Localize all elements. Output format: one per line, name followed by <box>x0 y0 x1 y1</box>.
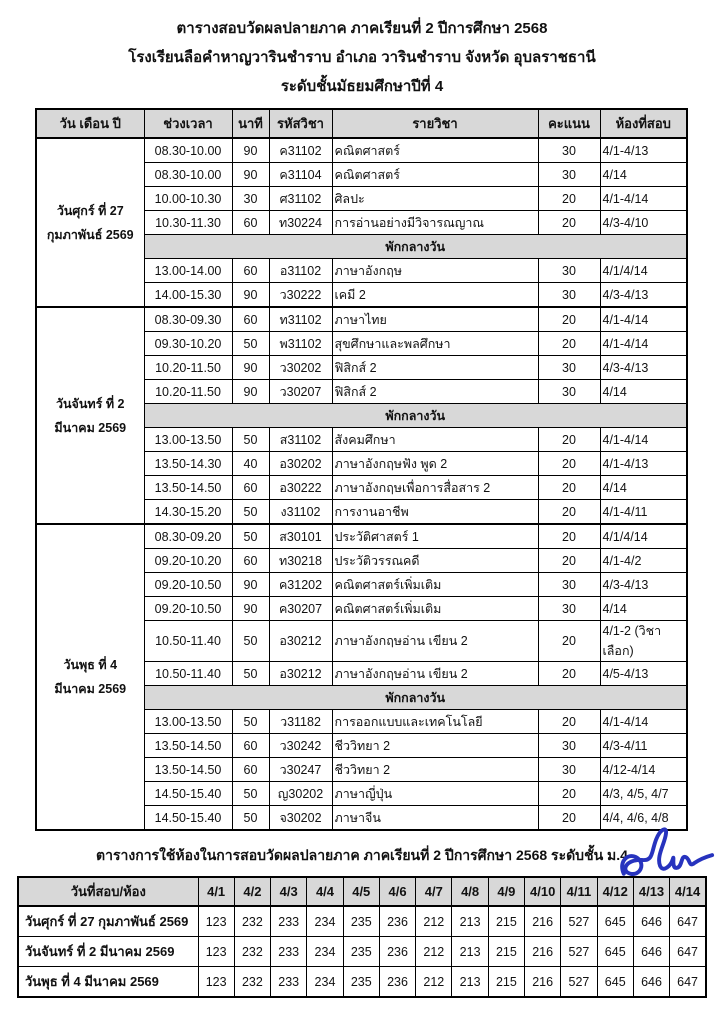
cell-subject-code: ง31102 <box>269 500 332 525</box>
room-number-cell: 213 <box>452 937 488 967</box>
room-number-cell: 645 <box>597 937 633 967</box>
cell-score: 30 <box>538 380 600 404</box>
header-minutes: นาที <box>232 109 269 138</box>
room-column-header: 4/11 <box>561 877 597 906</box>
exam-schedule-table <box>35 108 688 831</box>
room-column-header: 4/8 <box>452 877 488 906</box>
cell-exam-room: 4/1-4/14 <box>600 710 687 734</box>
cell-minutes: 50 <box>232 782 269 806</box>
cell-minutes: 60 <box>232 549 269 573</box>
cell-score: 20 <box>538 806 600 831</box>
cell-minutes: 50 <box>232 524 269 549</box>
room-column-header: 4/3 <box>271 877 307 906</box>
cell-score: 30 <box>538 597 600 621</box>
room-number-cell: 232 <box>234 967 270 998</box>
cell-score: 20 <box>538 500 600 525</box>
room-number-cell: 646 <box>633 937 669 967</box>
room-number-cell: 236 <box>379 967 415 998</box>
exam-row <box>36 138 687 163</box>
room-number-cell: 234 <box>307 967 343 998</box>
cell-time: 13.50-14.50 <box>144 734 232 758</box>
cell-minutes: 50 <box>232 621 269 662</box>
cell-exam-room: 4/14 <box>600 476 687 500</box>
cell-score: 20 <box>538 332 600 356</box>
cell-subject-code: ค31102 <box>269 138 332 163</box>
cell-subject: ภาษาอังกฤษฟัง พูด 2 <box>332 452 538 476</box>
cell-score: 30 <box>538 138 600 163</box>
header-date-room: วันที่สอบ/ห้อง <box>18 877 198 906</box>
cell-time: 14.30-15.20 <box>144 500 232 525</box>
cell-subject: คณิตศาสตร์เพิ่มเติม <box>332 573 538 597</box>
cell-minutes: 50 <box>232 662 269 686</box>
cell-score: 30 <box>538 573 600 597</box>
school-name-line: โรงเรียนลือคำหาญวารินชำราบ อำเภอ วารินชำราบ จังหวัด อุบลราชธานี <box>128 49 596 66</box>
room-number-cell: 527 <box>561 937 597 967</box>
header-exam-room: ห้องที่สอบ <box>600 109 687 138</box>
cell-exam-room: 4/3, 4/5, 4/7 <box>600 782 687 806</box>
cell-subject: สังคมศึกษา <box>332 428 538 452</box>
cell-time: 10.50-11.40 <box>144 662 232 686</box>
header-time: ช่วงเวลา <box>144 109 232 138</box>
day-cell <box>36 138 144 307</box>
document-title: ตารางสอบวัดผลปลายภาค ภาคเรียนที่ 2 ปีการศึกษา 2568 <box>176 20 548 37</box>
cell-subject-code: ว30207 <box>269 380 332 404</box>
cell-subject: ฟิสิกส์ 2 <box>332 356 538 380</box>
cell-subject-code: อ30212 <box>269 621 332 662</box>
cell-time: 08.30-10.00 <box>144 163 232 187</box>
cell-subject-code: ว31182 <box>269 710 332 734</box>
cell-subject-code: ค31104 <box>269 163 332 187</box>
room-usage-table <box>17 876 707 998</box>
cell-subject-code: ส30101 <box>269 524 332 549</box>
cell-score: 20 <box>538 549 600 573</box>
room-column-header: 4/12 <box>597 877 633 906</box>
cell-subject: ประวัติศาสตร์ 1 <box>332 524 538 549</box>
cell-time: 14.50-15.40 <box>144 806 232 831</box>
cell-time: 13.00-13.50 <box>144 710 232 734</box>
cell-exam-room: 4/1-4/11 <box>600 500 687 525</box>
room-column-header: 4/7 <box>416 877 452 906</box>
day-date-line2: มีนาคม 2569 <box>54 420 127 435</box>
cell-minutes: 60 <box>232 211 269 235</box>
room-number-cell: 645 <box>597 967 633 998</box>
room-usage-title: ตารางการใช้ห้องในการสอบวัดผลปลายภาค ภาคเรียนที่ 2 ปีการศึกษา 2568 ระดับชั้น ม.4 <box>96 847 628 863</box>
room-number-cell: 646 <box>633 906 669 937</box>
cell-subject: สุขศึกษาและพลศึกษา <box>332 332 538 356</box>
cell-score: 30 <box>538 259 600 283</box>
cell-subject: ศิลปะ <box>332 187 538 211</box>
cell-time: 13.00-14.00 <box>144 259 232 283</box>
day-date-line1: วันศุกร์ ที่ 27 <box>56 203 124 218</box>
room-number-cell: 647 <box>670 937 706 967</box>
room-column-header: 4/9 <box>488 877 524 906</box>
cell-time: 09.20-10.50 <box>144 573 232 597</box>
cell-minutes: 60 <box>232 758 269 782</box>
cell-score: 20 <box>538 621 600 662</box>
cell-subject-code: อ30212 <box>269 662 332 686</box>
cell-exam-room: 4/5-4/13 <box>600 662 687 686</box>
room-row-date: วันศุกร์ ที่ 27 กุมภาพันธ์ 2569 <box>18 906 198 937</box>
room-usage-row <box>18 967 706 998</box>
cell-subject-code: ค30207 <box>269 597 332 621</box>
cell-exam-room: 4/1-4/13 <box>600 452 687 476</box>
cell-subject-code: ส31102 <box>269 428 332 452</box>
cell-score: 30 <box>538 163 600 187</box>
cell-time: 13.50-14.50 <box>144 758 232 782</box>
cell-score: 20 <box>538 710 600 734</box>
room-number-cell: 647 <box>670 906 706 937</box>
cell-subject: การออกแบบและเทคโนโลยี <box>332 710 538 734</box>
cell-time: 09.20-10.20 <box>144 549 232 573</box>
header-date: วัน เดือน ปี <box>36 109 144 138</box>
cell-exam-room: 4/1/4/14 <box>600 259 687 283</box>
cell-exam-room: 4/1-4/14 <box>600 332 687 356</box>
cell-subject: ภาษาไทย <box>332 307 538 332</box>
cell-minutes: 30 <box>232 187 269 211</box>
room-column-header: 4/13 <box>633 877 669 906</box>
cell-time: 13.50-14.50 <box>144 476 232 500</box>
cell-subject-code: อ30222 <box>269 476 332 500</box>
header-subject: รายวิชา <box>332 109 538 138</box>
grade-level-line: ระดับชั้นมัธยมศึกษาปีที่ 4 <box>280 78 444 95</box>
day-date-line1: วันจันทร์ ที่ 2 <box>55 396 125 411</box>
room-column-header: 4/2 <box>234 877 270 906</box>
cell-subject-code: พ31102 <box>269 332 332 356</box>
cell-subject-code: จ30202 <box>269 806 332 831</box>
room-usage-row <box>18 906 706 937</box>
cell-exam-room: 4/1-2 (วิชาเลือก) <box>600 621 687 662</box>
exam-row <box>36 307 687 332</box>
room-number-cell: 527 <box>561 967 597 998</box>
cell-exam-room: 4/3-4/11 <box>600 734 687 758</box>
room-column-header: 4/5 <box>343 877 379 906</box>
cell-subject: เคมี 2 <box>332 283 538 308</box>
exam-table-body <box>36 138 687 830</box>
cell-exam-room: 4/1-4/14 <box>600 187 687 211</box>
room-number-cell: 123 <box>198 906 234 937</box>
cell-time: 13.50-14.30 <box>144 452 232 476</box>
room-number-cell: 235 <box>343 937 379 967</box>
room-number-cell: 215 <box>488 967 524 998</box>
cell-subject: ภาษาจีน <box>332 806 538 831</box>
cell-minutes: 60 <box>232 476 269 500</box>
cell-score: 20 <box>538 428 600 452</box>
room-usage-row <box>18 937 706 967</box>
cell-minutes: 50 <box>232 500 269 525</box>
room-table-body <box>18 906 706 997</box>
cell-exam-room: 4/14 <box>600 163 687 187</box>
room-number-cell: 215 <box>488 937 524 967</box>
cell-exam-room: 4/1-4/13 <box>600 138 687 163</box>
room-number-cell: 232 <box>234 906 270 937</box>
cell-subject: ประวัติวรรณคดี <box>332 549 538 573</box>
room-number-cell: 236 <box>379 937 415 967</box>
cell-subject-code: ท30218 <box>269 549 332 573</box>
cell-score: 30 <box>538 356 600 380</box>
room-number-cell: 234 <box>307 906 343 937</box>
day-date-line2: มีนาคม 2569 <box>54 682 127 696</box>
cell-minutes: 50 <box>232 332 269 356</box>
cell-time: 10.50-11.40 <box>144 621 232 662</box>
room-number-cell: 236 <box>379 906 415 937</box>
room-number-cell: 213 <box>452 906 488 937</box>
exam-row <box>36 524 687 549</box>
room-number-cell: 233 <box>271 937 307 967</box>
cell-subject: ชีววิทยา 2 <box>332 758 538 782</box>
room-column-header: 4/4 <box>307 877 343 906</box>
room-number-cell: 212 <box>416 906 452 937</box>
exam-table-header-row <box>36 109 687 138</box>
cell-subject-code: ค31202 <box>269 573 332 597</box>
cell-subject: ชีววิทยา 2 <box>332 734 538 758</box>
room-column-header: 4/1 <box>198 877 234 906</box>
cell-subject: คณิตศาสตร์ <box>332 163 538 187</box>
cell-subject: คณิตศาสตร์ <box>332 138 538 163</box>
cell-exam-room: 4/4, 4/6, 4/8 <box>600 806 687 831</box>
room-row-date: วันจันทร์ ที่ 2 มีนาคม 2569 <box>18 937 198 967</box>
cell-subject-code: ว30222 <box>269 283 332 308</box>
room-number-cell: 213 <box>452 967 488 998</box>
room-number-cell: 123 <box>198 937 234 967</box>
cell-subject-code: อ30202 <box>269 452 332 476</box>
cell-subject: ฟิสิกส์ 2 <box>332 380 538 404</box>
room-number-cell: 233 <box>271 906 307 937</box>
cell-subject-code: ว30242 <box>269 734 332 758</box>
cell-score: 30 <box>538 283 600 308</box>
room-number-cell: 212 <box>416 967 452 998</box>
cell-time: 14.00-15.30 <box>144 283 232 308</box>
room-usage-section <box>0 845 724 998</box>
cell-score: 20 <box>538 307 600 332</box>
cell-minutes: 40 <box>232 452 269 476</box>
cell-minutes: 90 <box>232 356 269 380</box>
cell-subject: ภาษาอังกฤษเพื่อการสื่อสาร 2 <box>332 476 538 500</box>
cell-time: 08.30-09.20 <box>144 524 232 549</box>
room-column-header: 4/14 <box>670 877 706 906</box>
cell-minutes: 50 <box>232 710 269 734</box>
cell-minutes: 90 <box>232 597 269 621</box>
cell-exam-room: 4/1-4/14 <box>600 307 687 332</box>
cell-subject: ภาษาญี่ปุ่น <box>332 782 538 806</box>
room-number-cell: 216 <box>525 906 561 937</box>
cell-subject: ภาษาอังกฤษอ่าน เขียน 2 <box>332 621 538 662</box>
day-date-line1: วันพุธ ที่ 4 <box>63 658 118 672</box>
cell-subject-code: ญ30202 <box>269 782 332 806</box>
cell-subject: คณิตศาสตร์เพิ่มเติม <box>332 597 538 621</box>
room-number-cell: 233 <box>271 967 307 998</box>
cell-score: 20 <box>538 782 600 806</box>
header-subject-code: รหัสวิชา <box>269 109 332 138</box>
room-number-cell: 216 <box>525 967 561 998</box>
cell-minutes: 90 <box>232 380 269 404</box>
cell-subject-code: ท31102 <box>269 307 332 332</box>
cell-score: 20 <box>538 476 600 500</box>
cell-score: 30 <box>538 734 600 758</box>
room-number-cell: 527 <box>561 906 597 937</box>
cell-minutes: 90 <box>232 163 269 187</box>
cell-time: 08.30-09.30 <box>144 307 232 332</box>
cell-exam-room: 4/3-4/13 <box>600 573 687 597</box>
cell-minutes: 90 <box>232 573 269 597</box>
cell-time: 08.30-10.00 <box>144 138 232 163</box>
header-score: คะแนน <box>538 109 600 138</box>
cell-exam-room: 4/12-4/14 <box>600 758 687 782</box>
cell-exam-room: 4/14 <box>600 380 687 404</box>
cell-minutes: 50 <box>232 806 269 831</box>
room-number-cell: 215 <box>488 906 524 937</box>
lunch-break-cell: พักกลางวัน <box>144 404 687 428</box>
cell-minutes: 60 <box>232 259 269 283</box>
cell-time: 10.20-11.50 <box>144 356 232 380</box>
cell-subject: ภาษาอังกฤษ <box>332 259 538 283</box>
cell-minutes: 60 <box>232 307 269 332</box>
room-number-cell: 235 <box>343 906 379 937</box>
cell-time: 09.20-10.50 <box>144 597 232 621</box>
room-table-header-row <box>18 877 706 906</box>
day-cell <box>36 307 144 524</box>
cell-score: 30 <box>538 758 600 782</box>
cell-subject-code: ท30224 <box>269 211 332 235</box>
room-number-cell: 123 <box>198 967 234 998</box>
cell-subject-code: ว30202 <box>269 356 332 380</box>
cell-time: 13.00-13.50 <box>144 428 232 452</box>
cell-exam-room: 4/1-4/2 <box>600 549 687 573</box>
cell-minutes: 90 <box>232 283 269 308</box>
cell-exam-room: 4/1-4/14 <box>600 428 687 452</box>
document-header <box>0 0 724 101</box>
cell-minutes: 50 <box>232 428 269 452</box>
cell-time: 09.30-10.20 <box>144 332 232 356</box>
cell-minutes: 90 <box>232 138 269 163</box>
day-cell <box>36 524 144 830</box>
room-number-cell: 235 <box>343 967 379 998</box>
room-number-cell: 216 <box>525 937 561 967</box>
cell-subject-code: อ31102 <box>269 259 332 283</box>
room-number-cell: 646 <box>633 967 669 998</box>
cell-time: 10.00-10.30 <box>144 187 232 211</box>
cell-score: 20 <box>538 452 600 476</box>
cell-exam-room: 4/3-4/13 <box>600 356 687 380</box>
cell-exam-room: 4/3-4/13 <box>600 283 687 308</box>
room-row-date: วันพุธ ที่ 4 มีนาคม 2569 <box>18 967 198 998</box>
cell-score: 20 <box>538 662 600 686</box>
room-number-cell: 645 <box>597 906 633 937</box>
cell-subject: ภาษาอังกฤษอ่าน เขียน 2 <box>332 662 538 686</box>
cell-time: 14.50-15.40 <box>144 782 232 806</box>
lunch-break-cell: พักกลางวัน <box>144 235 687 259</box>
room-column-header: 4/10 <box>525 877 561 906</box>
cell-subject-code: ว30247 <box>269 758 332 782</box>
cell-time: 10.30-11.30 <box>144 211 232 235</box>
day-date-line2: กุมภาพันธ์ 2569 <box>46 227 134 242</box>
cell-exam-room: 4/3-4/10 <box>600 211 687 235</box>
cell-score: 20 <box>538 211 600 235</box>
cell-subject: การงานอาชีพ <box>332 500 538 525</box>
room-number-cell: 212 <box>416 937 452 967</box>
cell-score: 20 <box>538 524 600 549</box>
room-number-cell: 234 <box>307 937 343 967</box>
cell-time: 10.20-11.50 <box>144 380 232 404</box>
cell-exam-room: 4/14 <box>600 597 687 621</box>
room-number-cell: 647 <box>670 967 706 998</box>
cell-subject: การอ่านอย่างมีวิจารณญาณ <box>332 211 538 235</box>
lunch-break-cell: พักกลางวัน <box>144 686 687 710</box>
cell-minutes: 60 <box>232 734 269 758</box>
room-column-header: 4/6 <box>379 877 415 906</box>
cell-score: 20 <box>538 187 600 211</box>
room-number-cell: 232 <box>234 937 270 967</box>
cell-exam-room: 4/1/4/14 <box>600 524 687 549</box>
cell-subject-code: ศ31102 <box>269 187 332 211</box>
